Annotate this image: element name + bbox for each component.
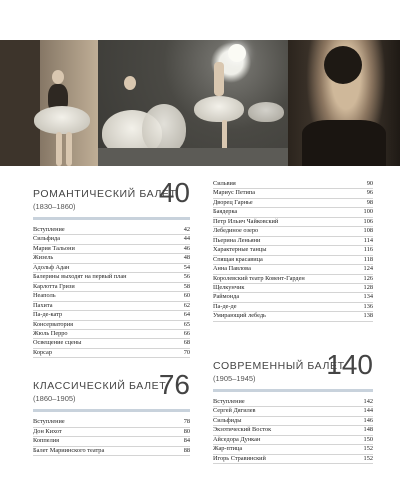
toc-entry-page: 144 xyxy=(363,407,373,415)
section-header-modern xyxy=(213,348,373,386)
photo-banner xyxy=(0,40,400,166)
toc-entry[interactable] xyxy=(33,302,190,311)
toc-entry[interactable] xyxy=(33,311,190,320)
toc-entry[interactable] xyxy=(33,235,190,244)
toc-entry-title: Адольф Адан xyxy=(33,263,70,271)
toc-entry-title: Вступление xyxy=(33,418,65,426)
toc-entry[interactable] xyxy=(33,447,190,456)
toc-entry-page: 136 xyxy=(363,302,373,310)
toc-entry-title: Умирающий лебедь xyxy=(213,312,266,320)
toc-entry-title: Консерватория xyxy=(33,320,73,328)
toc-entry-title: Лебединое озеро xyxy=(213,227,259,235)
toc-entry-title: Анна Павлова xyxy=(213,265,251,273)
photo-ballerinas-rehearsal xyxy=(0,40,98,166)
toc-list-classical xyxy=(33,418,190,456)
toc-entry[interactable] xyxy=(33,283,190,292)
toc-entry-title: Пахита xyxy=(33,301,53,309)
toc-entry-page: 56 xyxy=(183,273,190,281)
section-years: (1905–1945) xyxy=(213,373,256,383)
toc-entry-page: 44 xyxy=(183,235,190,243)
toc-entry[interactable] xyxy=(33,428,190,437)
toc-list-romantic xyxy=(33,226,190,358)
toc-entry-page: 65 xyxy=(183,320,190,328)
toc-entry-page: 78 xyxy=(183,418,190,426)
toc-entry-page: 142 xyxy=(363,397,373,405)
toc-entry-page: 128 xyxy=(363,283,373,291)
toc-entry-page: 100 xyxy=(363,208,373,216)
toc-entry-page: 152 xyxy=(363,454,373,462)
toc-entry-page: 116 xyxy=(363,246,373,254)
section-header-romantic xyxy=(33,177,190,214)
section-years: (1860–1905) xyxy=(33,394,76,404)
toc-entry-title: Характерные танцы xyxy=(213,246,267,254)
toc-entry-page: 84 xyxy=(183,437,190,445)
toc-entry-title: Балет Мариинского театра xyxy=(33,446,105,454)
toc-entry-page: 146 xyxy=(363,416,373,424)
toc-entry-title: Дон Кихот xyxy=(33,427,62,435)
toc-entry-page: 152 xyxy=(363,445,373,453)
toc-entry[interactable] xyxy=(213,293,373,302)
toc-entry-title: Раймонда xyxy=(213,293,240,301)
toc-entry-page: 46 xyxy=(183,244,190,252)
toc-entry-page: 88 xyxy=(183,446,190,454)
toc-entry[interactable] xyxy=(213,237,373,246)
toc-entry-title: Карлотта Гризи xyxy=(33,282,75,290)
toc-entry-title: Коппелия xyxy=(33,437,59,445)
toc-entry[interactable] xyxy=(33,418,190,427)
toc-entry[interactable] xyxy=(213,227,373,236)
photo-ballerina-back xyxy=(288,40,400,166)
section-years: (1830–1860) xyxy=(33,202,76,211)
toc-entry-page: 70 xyxy=(183,348,190,356)
toc-entry-page: 106 xyxy=(363,217,373,225)
toc-entry[interactable] xyxy=(213,312,373,321)
toc-entry-title: Сильфида xyxy=(33,235,61,243)
toc-left-column xyxy=(33,177,190,456)
toc-entry-title: Мария Тальони xyxy=(33,244,75,252)
toc-entry[interactable] xyxy=(33,437,190,446)
toc-entry-title: Жар-птица xyxy=(213,445,243,453)
toc-entry[interactable] xyxy=(213,436,373,445)
toc-entry-title: Балерины выходят на первый план xyxy=(33,273,127,281)
section-divider xyxy=(213,389,373,392)
toc-entry[interactable] xyxy=(33,321,190,330)
toc-entry[interactable] xyxy=(213,284,373,293)
toc-entry-page: 134 xyxy=(363,293,373,301)
toc-entry-title: Мариус Петипа xyxy=(213,189,256,197)
toc-entry-title: Игорь Стравинский xyxy=(213,454,266,462)
toc-entry[interactable] xyxy=(33,245,190,254)
section-page-number[interactable]: 76 xyxy=(158,369,190,401)
toc-entry-title: Неаполь xyxy=(33,292,56,300)
toc-list-classical-continued xyxy=(213,180,373,322)
toc-entry-page: 96 xyxy=(366,189,373,197)
toc-entry[interactable] xyxy=(33,349,190,358)
toc-entry[interactable] xyxy=(33,292,190,301)
toc-entry[interactable] xyxy=(213,455,373,464)
toc-right-column xyxy=(213,180,373,464)
toc-entry[interactable] xyxy=(213,303,373,312)
toc-entry[interactable] xyxy=(213,426,373,435)
toc-list-modern xyxy=(213,398,373,464)
toc-entry-page: 60 xyxy=(183,292,190,300)
toc-entry-title: Освещение сцены xyxy=(33,339,82,347)
toc-entry-title: Петр Ильич Чайковский xyxy=(213,217,279,225)
toc-entry-title: Спящая красавица xyxy=(213,255,263,263)
toc-entry-page: 98 xyxy=(366,198,373,206)
section-title: СОВРЕМЕННЫЙ БАЛЕТ xyxy=(213,359,345,372)
toc-entry-page: 126 xyxy=(363,274,373,282)
toc-entry-page: 62 xyxy=(183,301,190,309)
toc-entry[interactable] xyxy=(213,246,373,255)
toc-entry-title: Королевский театр Ковент-Гарден xyxy=(213,274,305,282)
toc-entry[interactable] xyxy=(213,445,373,454)
toc-entry[interactable] xyxy=(213,407,373,416)
toc-entry-title: Сильфиды xyxy=(213,416,242,424)
toc-entry-page: 68 xyxy=(183,339,190,347)
toc-entry[interactable] xyxy=(33,264,190,273)
toc-entry[interactable] xyxy=(33,273,190,282)
toc-entry[interactable] xyxy=(213,180,373,189)
toc-entry-title: Сильвия xyxy=(213,180,236,187)
toc-entry-title: Вступление xyxy=(33,226,65,233)
toc-entry[interactable] xyxy=(213,218,373,227)
toc-entry-title: Пьерина Леньяни xyxy=(213,236,261,244)
toc-entry[interactable] xyxy=(213,417,373,426)
toc-entry-page: 48 xyxy=(183,254,190,262)
section-title: КЛАССИЧЕСКИЙ БАЛЕТ xyxy=(33,380,167,393)
toc-entry-title: Дворец Гарнье xyxy=(213,198,253,206)
section-divider xyxy=(33,409,190,412)
toc-entry-page: 42 xyxy=(183,226,190,233)
toc-entry-title: Па-де-катр xyxy=(33,311,63,319)
toc-entry[interactable] xyxy=(213,275,373,284)
toc-entry-title: Жюль Перро xyxy=(33,329,68,337)
toc-entry[interactable] xyxy=(213,256,373,265)
toc-entry-title: Щелкунчик xyxy=(213,283,245,291)
toc-entry-title: Айседора Дункан xyxy=(213,435,261,443)
toc-entry[interactable] xyxy=(33,226,190,235)
toc-entry-title: Баядерка xyxy=(213,208,238,216)
toc-entry-title: Экзотический Восток xyxy=(213,426,272,434)
toc-entry-page: 124 xyxy=(363,265,373,273)
toc-entry-page: 118 xyxy=(363,255,373,263)
toc-entry-title: Сергей Дягилев xyxy=(213,407,256,415)
toc-entry[interactable] xyxy=(33,254,190,263)
toc-entry[interactable] xyxy=(33,339,190,348)
toc-entry-page: 148 xyxy=(363,426,373,434)
toc-entry-page: 54 xyxy=(183,263,190,271)
toc-entry[interactable] xyxy=(213,199,373,208)
section-divider xyxy=(33,217,190,220)
toc-entry-page: 58 xyxy=(183,282,190,290)
toc-entry[interactable] xyxy=(213,398,373,407)
toc-entry[interactable] xyxy=(213,189,373,198)
toc-entry-page: 64 xyxy=(183,311,190,319)
toc-entry-page: 150 xyxy=(363,435,373,443)
toc-entry[interactable] xyxy=(213,208,373,217)
toc-entry-page: 66 xyxy=(183,329,190,337)
toc-entry-title: Вступление xyxy=(213,397,245,405)
toc-entry-page: 108 xyxy=(363,227,373,235)
toc-entry-page: 80 xyxy=(183,427,190,435)
section-page-number[interactable]: 140 xyxy=(326,348,373,380)
toc-entry[interactable] xyxy=(33,330,190,339)
toc-entry-title: Па-де-де xyxy=(213,302,237,310)
toc-entry-page: 114 xyxy=(363,236,373,244)
toc-entry-title: Жизель xyxy=(33,254,54,262)
toc-entry-page: 138 xyxy=(363,312,373,320)
toc-entry-page: 90 xyxy=(366,180,373,187)
toc-entry[interactable] xyxy=(213,265,373,274)
section-page-number[interactable]: 40 xyxy=(158,177,190,208)
photo-ballet-on-stage xyxy=(98,40,288,166)
section-header-classical xyxy=(33,369,190,406)
section-title: РОМАНТИЧЕСКИЙ БАЛЕТ xyxy=(33,188,177,200)
toc-entry-title: Корсар xyxy=(33,348,52,356)
